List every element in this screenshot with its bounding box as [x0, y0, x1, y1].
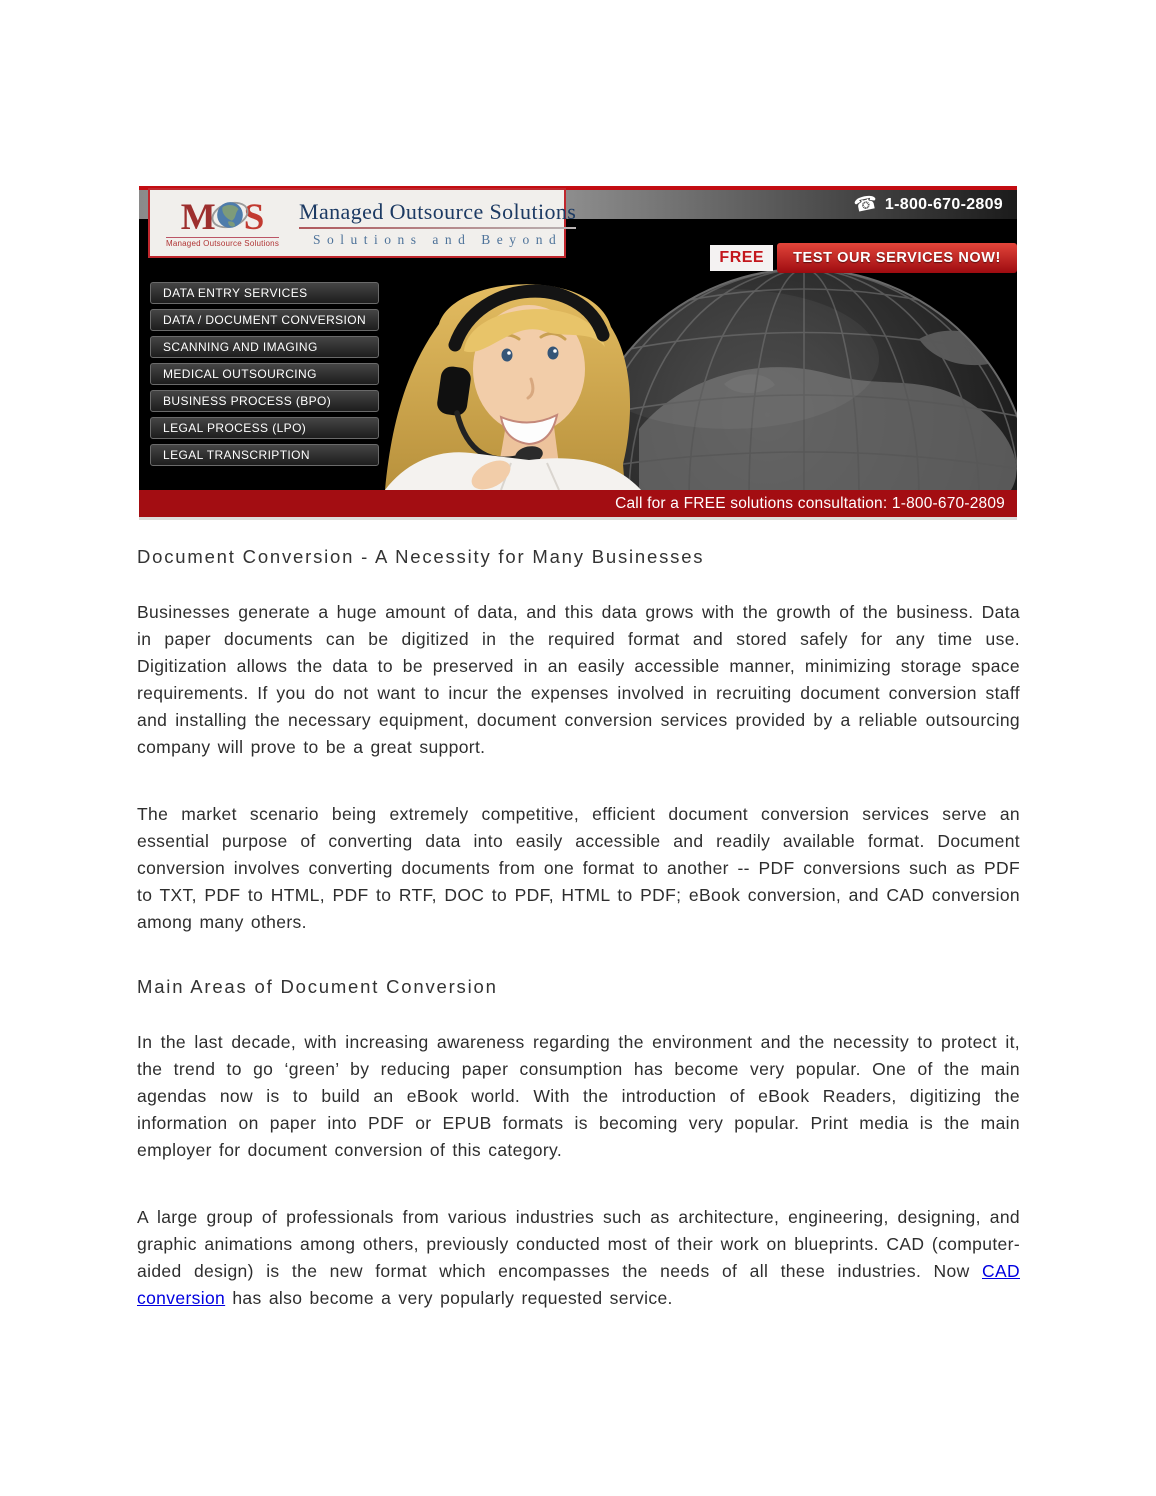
- logo-wordmark: [299, 199, 590, 248]
- nav-item-medical-outsourcing[interactable]: MEDICAL OUTSOURCING: [150, 363, 379, 385]
- phone-icon: ☎: [852, 191, 880, 218]
- paragraph-2: The market scenario being extremely competitive, efficient document conversion services serve an essential purpose of converting data into easily accessible and readily available format. Document conversion involves converting documents from one format to another -- PDF conversions such as PDF to TXT, PDF to HTML, PDF to RTF, DOC to PDF, HTML to PDF; eBook conversion, and CAD conversion among many others.: [137, 804, 1020, 932]
- nav-item-business-process-bpo[interactable]: BUSINESS PROCESS (BPO): [150, 390, 379, 412]
- logo-letter-s: S: [243, 196, 265, 238]
- cta-row: [710, 243, 1017, 273]
- logo-letter-m: M: [180, 196, 216, 238]
- header-phone-number: 1-800-670-2809: [884, 195, 1003, 213]
- paragraph-4-text-after: has also become a very popularly requested service.: [225, 1288, 673, 1308]
- paragraph-4: [137, 1204, 1020, 1312]
- cad-conversion-link[interactable]: CAD conversion: [137, 1261, 1020, 1308]
- nav-item-scanning-and-imaging[interactable]: SCANNING AND IMAGING: [150, 336, 379, 358]
- article-title: Document Conversion - A Necessity for Many Businesses: [137, 546, 705, 567]
- logo-tagline: Solutions and Beyond: [313, 231, 563, 247]
- paragraph-3: In the last decade, with increasing awareness regarding the environment and the necessity to protect it, the trend to go ‘green’ by reducing paper consumption has become very popular. One of the main agendas now is to build an eBook world. With the introduction of eBook Readers, digitizing the information on paper into PDF or EPUB formats is becoming very popular. Print media is the main employer for document conversion of this category.: [137, 1032, 1020, 1160]
- nav-item-data-entry-services[interactable]: DATA ENTRY SERVICES: [150, 282, 379, 304]
- nav-item-data-document-conversion[interactable]: DATA / DOCUMENT CONVERSION: [150, 309, 379, 331]
- mos-logo-mark: [166, 198, 279, 248]
- nav-item-legal-transcription[interactable]: LEGAL TRANSCRIPTION: [150, 444, 379, 466]
- consultation-text: Call for a FREE solutions consultation: 1-800-670-2809: [615, 494, 1005, 512]
- company-logo[interactable]: [148, 188, 577, 258]
- article-body: [137, 546, 1020, 1352]
- section-subheading: Main Areas of Document Conversion: [137, 976, 498, 997]
- free-badge: FREE: [710, 245, 773, 271]
- website-banner: [139, 186, 1017, 517]
- nav-item-legal-process-lpo[interactable]: LEGAL PROCESS (LPO): [150, 417, 379, 439]
- logo-divider: [299, 227, 576, 229]
- paragraph-4-text-before: A large group of professionals from various industries such as architecture, engineering, designing, and graphic animations among others, previously conducted most of their work on blueprints. CAD (computer-aided design) is the new format which encompasses the needs of all these industries. Now: [137, 1207, 1020, 1281]
- globe-icon: [211, 196, 249, 234]
- consultation-bar: [139, 490, 1017, 517]
- main-nav: [150, 282, 379, 471]
- test-services-button[interactable]: TEST OUR SERVICES NOW!: [777, 243, 1017, 273]
- paragraph-1: Businesses generate a huge amount of data, and this data grows with the growth of the business. Data in paper documents can be digitized in the required format and stored safely for any time use. Digitization allows the data to be preserved in an easily accessible manner, minimizing storage space requirements. If you do not want to incur the expenses involved in recruiting document conversion staff and installing the necessary equipment, document conversion services provided by a reliable outsourcing company will prove to be a great support.: [137, 602, 1020, 757]
- logo-small-text: Managed Outsource Solutions: [166, 239, 280, 248]
- logo-title: Managed Outsource Solutions: [299, 198, 577, 224]
